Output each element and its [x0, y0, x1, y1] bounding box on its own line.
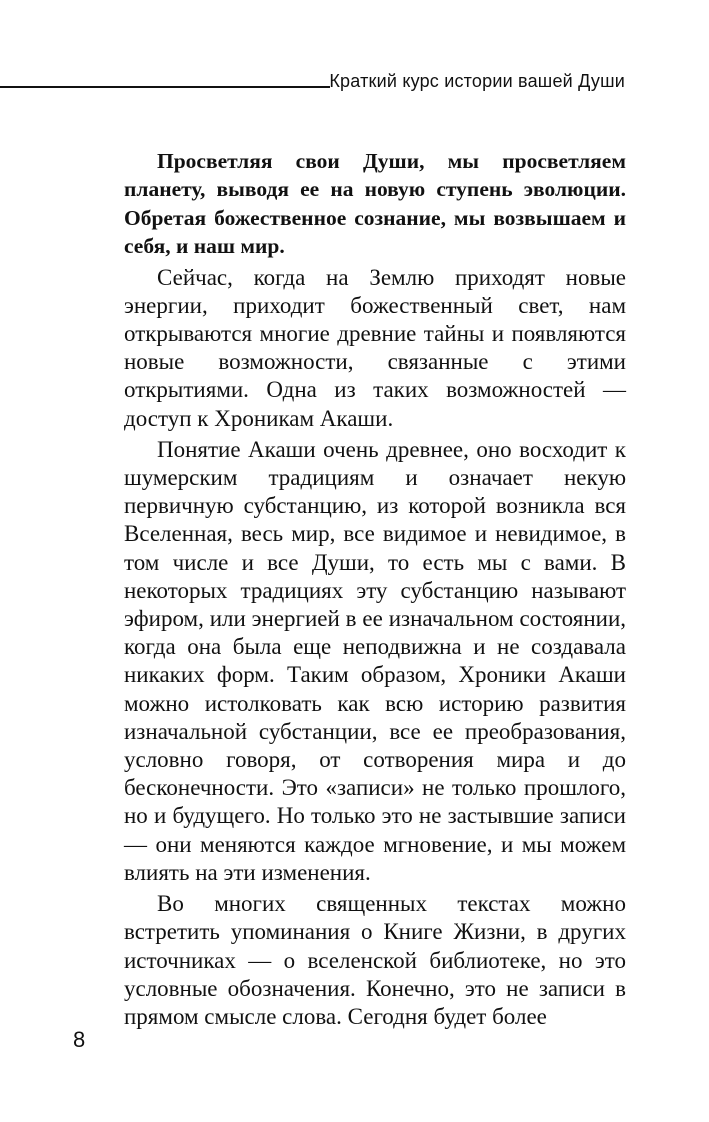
page-number: 8	[73, 1027, 86, 1052]
body-text	[124, 147, 626, 1031]
paragraph-bold-intro: Просветляя свои Души, мы просветляем планету, выводя ее на новую ступень эволюции. Обретая божественное сознание, мы возвышаем и себя, и наш мир.	[124, 149, 626, 259]
paragraph: Понятие Акаши очень древнее, оно восходит к шумерским традициям и означает некую первичную субстанцию, из которой возникла вся Вселенная, весь мир, все видимое и невидимое, в том числе и все Души, то есть мы с вами. В некоторых традициях эту субстанцию называют эфиром, или энергией в ее изначальном состоянии, когда она была еще неподвижна и не создавала никаких форм. Таким образом, Хроники Акаши можно истолковать как всю историю развития изначальной субстанции, все ее преобразования, условно говоря, от сотворения мира и до бесконечности. Это «записи» не только прошлого, но и будущего. Но только это не застывшие записи — они меняются каждое мгновение, и мы можем влиять на эти изменения.	[124, 436, 626, 885]
running-head: Краткий курс истории вашей Души	[329, 71, 625, 91]
paragraph: Во многих священных текстах можно встретить упоминания о Книге Жизни, в других источниках — о вселенской библиотеке, но это условные обозначения. Конечно, это не записи в прямом смысле слова. Сегодня будет более	[124, 891, 626, 1029]
paragraph: Сейчас, когда на Землю приходят новые энергии, приходит божественный свет, нам открываются многие древние тайны и появляются новые возможности, связанные с этими открытиями. Одна из таких возможностей — доступ к Хроникам Акаши.	[124, 264, 626, 431]
header-rule	[0, 86, 330, 88]
